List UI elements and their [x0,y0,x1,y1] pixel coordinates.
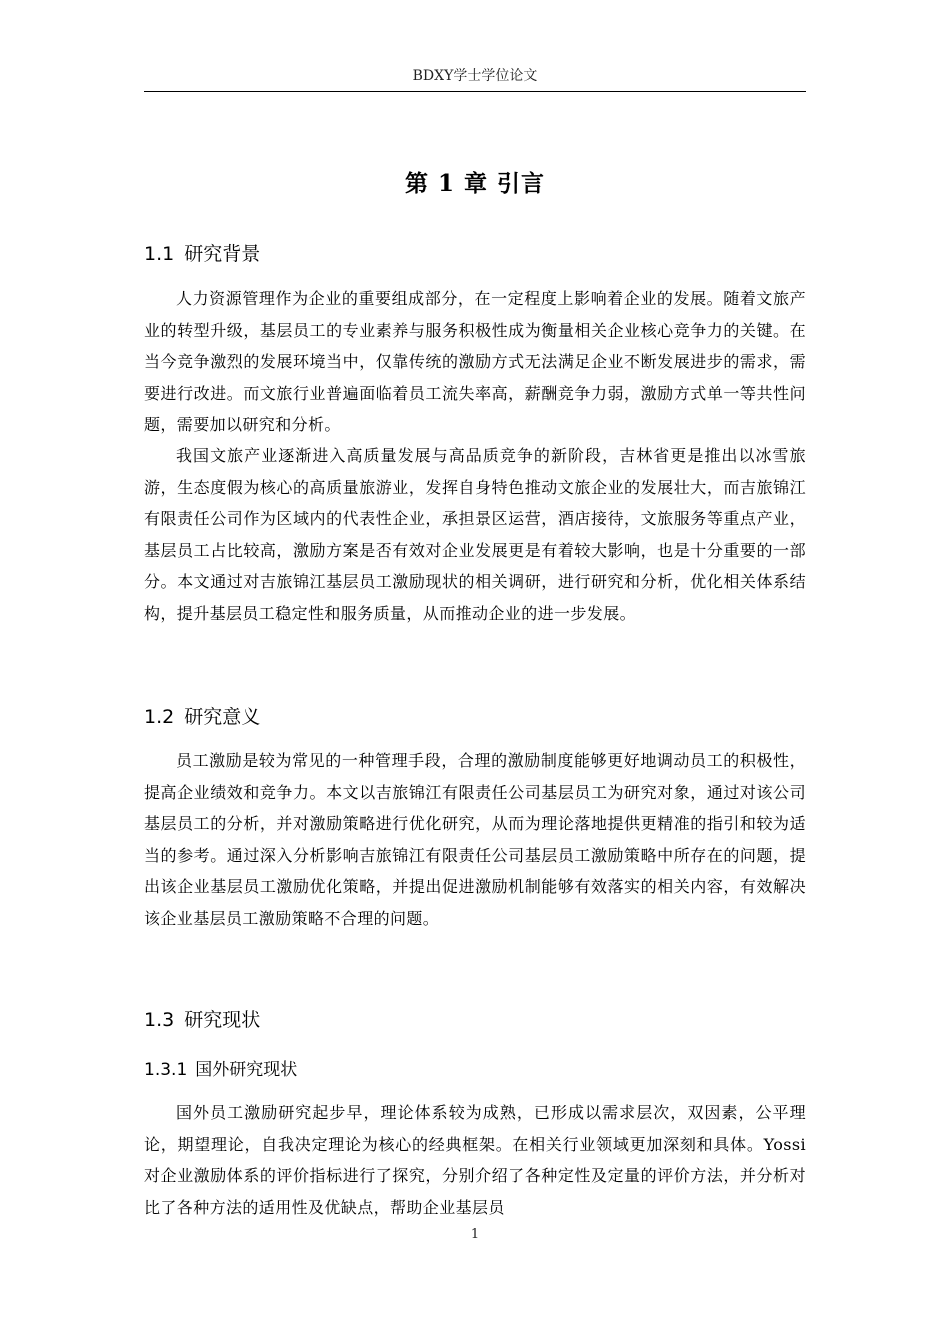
subsection-title: 国外研究现状 [195,1060,298,1080]
section-number: 1.2 [144,706,175,728]
section-title: 研究意义 [184,706,261,728]
section-heading-1-1 [144,240,806,268]
section-title: 研究现状 [184,1009,261,1031]
paragraph-background-1: 人力资源管理作为企业的重要组成部分，在一定程度上影响着企业的发展。随着文旅产业的转型升级，基层员工的专业素养与服务积极性成为衡量相关企业核心竞争力的关键。在当今竞争激烈的发展环境当中，仅靠传统的激励方式无法满足企业不断发展进步的需求，需要进行改进。而文旅行业普遍面临着员工流失率高，薪酬竞争力弱，激励方式单一等共性问题，需要加以研究和分析。 [144,289,806,434]
section-heading-1-3 [144,1006,806,1034]
subsection-number: 1.3.1 [144,1060,188,1080]
paragraph-foreign-research-1: 国外员工激励研究起步早，理论体系较为成熟，已形成以需求层次，双因素，公平理论，期望理论，自我决定理论为核心的经典框架。在相关行业领域更加深刻和具体。Yossi 对企业激励体系的评价指标进行了探究，分别介绍了各种定性及定量的评价方法，并分析对比了各种方法的适用性及优缺点，帮助企业基层员 [144,1103,806,1217]
header-rule [144,91,806,92]
chapter-title: 第 1 章 引言 [404,170,546,197]
running-header: BDXY学士学位论文 [412,68,538,84]
page-number: 1 [470,1227,480,1242]
section-heading-1-2 [144,703,806,731]
paragraph-significance-1: 员工激励是较为常见的一种管理手段，合理的激励制度能够更好地调动员工的积极性，提高企业绩效和竞争力。本文以吉旅锦江有限责任公司基层员工为研究对象，通过对该公司基层员工的分析，并对激励策略进行优化研究，从而为理论落地提供更精准的指引和较为适当的参考。通过深入分析影响吉旅锦江有限责任公司基层员工激励策略中所存在的问题，提出该企业基层员工激励优化策略，并提出促进激励机制能够有效落实的相关内容，有效解决该企业基层员工激励策略不合理的问题。 [144,751,806,928]
subsection-heading-1-3-1 [144,1057,806,1083]
section-number: 1.3 [144,1009,175,1031]
section-number: 1.1 [144,243,175,265]
paragraph-background-2: 我国文旅产业逐渐进入高质量发展与高品质竞争的新阶段，吉林省更是推出以冰雪旅游，生态度假为核心的高质量旅游业，发挥自身特色推动文旅企业的发展壮大，而吉旅锦江有限责任公司作为区域内的代表性企业，承担景区运营，酒店接待，文旅服务等重点产业，基层员工占比较高，激励方案是否有效对企业发展更是有着较大影响，也是十分重要的一部分。本文通过对吉旅锦江基层员工激励现状的相关调研，进行研究和分析，优化相关体系结构，提升基层员工稳定性和服务质量，从而推动企业的进一步发展。 [144,446,806,623]
section-title: 研究背景 [184,243,261,265]
